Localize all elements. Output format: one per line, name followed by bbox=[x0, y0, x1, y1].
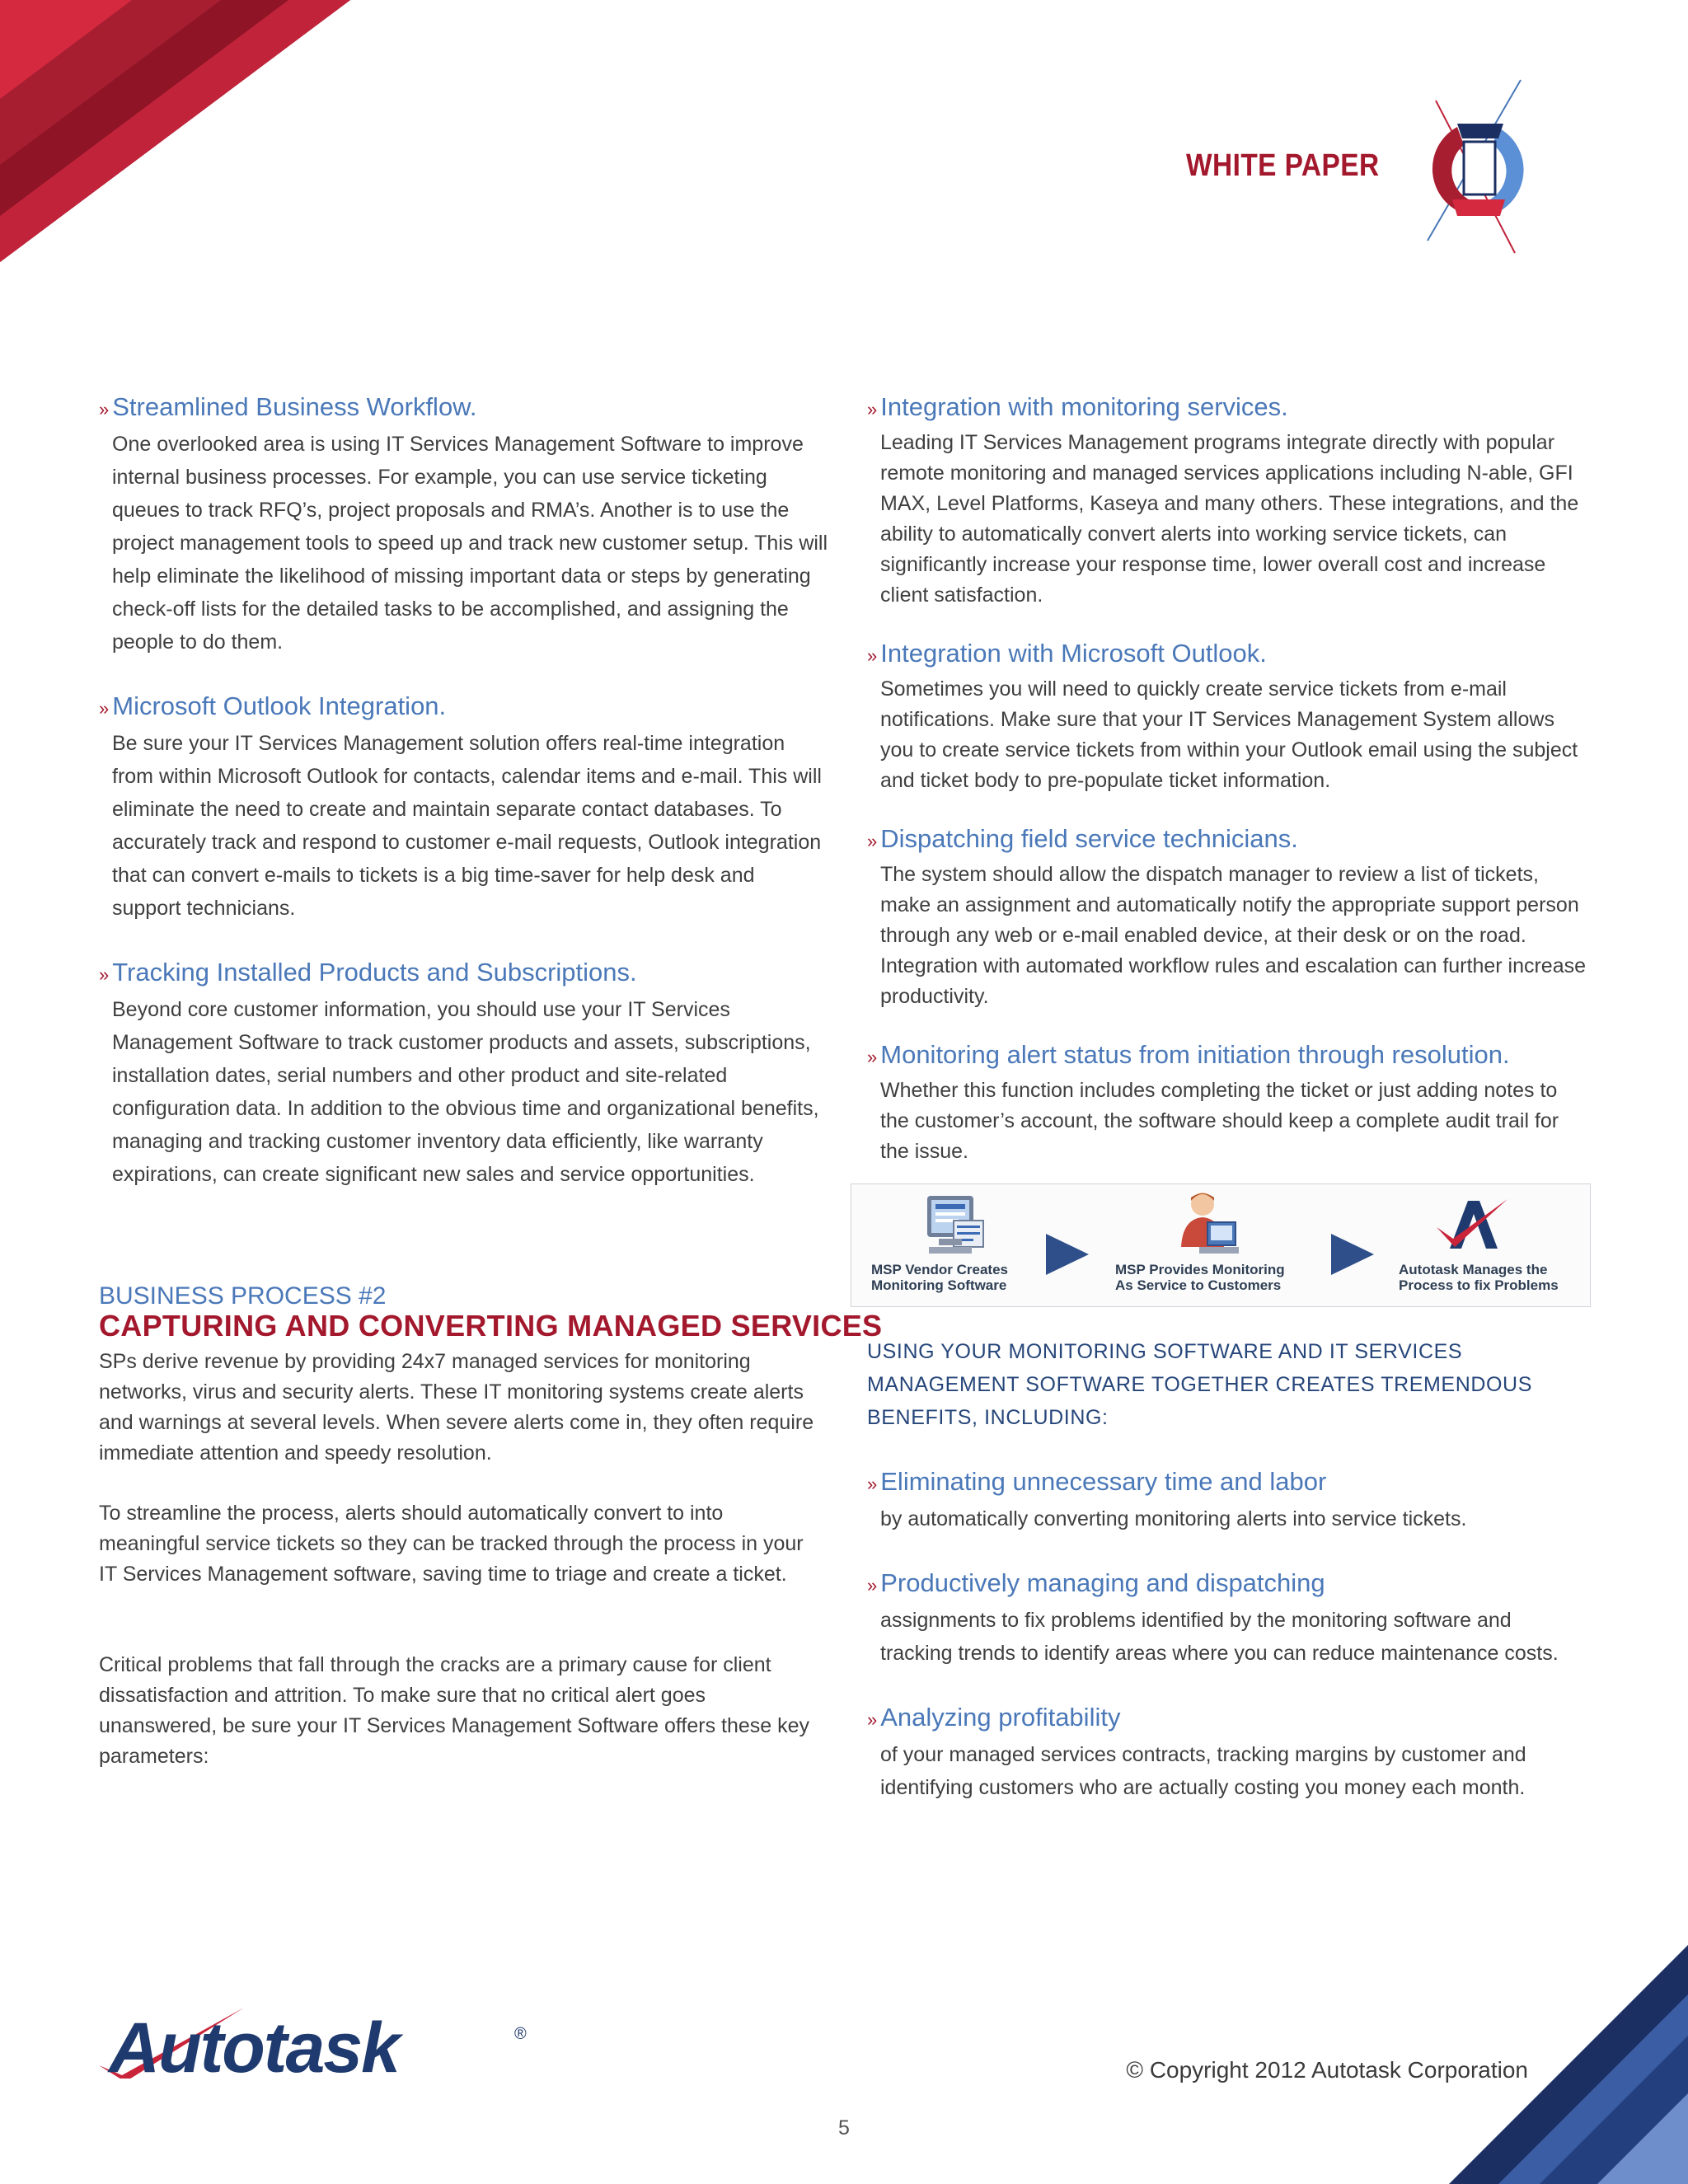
bullet-chevron-icon: » bbox=[867, 399, 878, 419]
right-item bbox=[867, 1037, 1589, 1167]
flow-arrow-icon bbox=[1043, 1232, 1092, 1277]
left-item bbox=[99, 389, 828, 658]
item-heading bbox=[99, 688, 828, 727]
bullet-chevron-icon: » bbox=[867, 831, 878, 851]
svg-text:®: ® bbox=[514, 2025, 527, 2043]
flow-step-label: Autotask Manages the Process to fix Problems bbox=[1399, 1262, 1559, 1293]
process-flow-diagram bbox=[851, 1183, 1591, 1307]
flow-arrow-icon bbox=[1328, 1232, 1377, 1277]
bullet-chevron-icon: » bbox=[99, 964, 110, 985]
item-heading bbox=[867, 1699, 1589, 1738]
item-body: One overlooked area is using IT Services Management Software to improve internal business processes. For example, you can use service ticketing queues to track RFQ’s, project proposals and RMA’s. Another is to use the project management tools to speed up and track new customer setup. This will help eliminate the likelihood of missing important data or steps by generating check-off lists for the detailed tasks to be accomplished, and assigning the people to do them. bbox=[112, 433, 828, 654]
item-body: assignments to fix problems identified by the monitoring software and tracking trends to identify areas where you can reduce maintenance costs. bbox=[880, 1609, 1559, 1665]
item-body: Sometimes you will need to quickly create service tickets from e-mail notifications. Make sure that your IT Services Management System allows you to create service tickets from within your Outlook email using the subject and ticket body to pre-populate ticket information. bbox=[880, 677, 1578, 792]
section-title: CAPTURING AND CONVERTING MANAGED SERVICES bbox=[99, 1309, 883, 1343]
item-heading bbox=[99, 954, 828, 993]
item-heading-text: Dispatching field service technicians. bbox=[880, 824, 1298, 853]
top-left-corner-stripes bbox=[0, 0, 363, 272]
item-body: Whether this function includes completing the ticket or just adding notes to the customer’s account, the software should keep a complete audit trail for the issue. bbox=[880, 1079, 1559, 1163]
right-column bbox=[867, 389, 1589, 1197]
item-body: Leading IT Services Management programs integrate directly with popular remote monitoring and managed services applications including N-able, GFI MAX, Level Platforms, Kaseya and many others. These integrations, and the ability to automatically convert alerts into working service tickets, can significantly increase your response time, lower overall cost and increase client satisfaction. bbox=[880, 431, 1579, 607]
bullet-chevron-icon: » bbox=[867, 1575, 878, 1596]
benefit-item bbox=[867, 1565, 1589, 1670]
bullet-chevron-icon: » bbox=[867, 1709, 878, 1730]
item-heading bbox=[867, 1037, 1589, 1076]
computer-monitor-icon bbox=[921, 1193, 990, 1258]
bullet-chevron-icon: » bbox=[99, 399, 110, 419]
item-heading bbox=[867, 389, 1589, 428]
right-item bbox=[867, 389, 1589, 611]
section-eyebrow: BUSINESS PROCESS #2 bbox=[99, 1282, 387, 1310]
flow-step bbox=[1115, 1184, 1313, 1306]
autotask-checkmark-icon bbox=[1432, 1194, 1514, 1252]
item-heading bbox=[867, 1464, 1589, 1502]
item-heading-text: Streamlined Business Workflow. bbox=[112, 392, 477, 421]
flow-step-label: MSP Provides Monitoring As Service to Customers bbox=[1115, 1262, 1285, 1293]
section-paragraph: SPs derive revenue by providing 24x7 managed services for monitoring networks, virus and security alerts. These IT monitoring systems create alerts and warnings at several levels. When severe alerts come in, they often require immediate attention and speedy resolution. bbox=[99, 1350, 814, 1465]
item-heading bbox=[867, 1565, 1589, 1604]
item-body: of your managed services contracts, tracking margins by customer and identifying customers who are actually costing you money each month. bbox=[880, 1743, 1526, 1799]
item-body: by automatically converting monitoring alerts into service tickets. bbox=[880, 1507, 1467, 1530]
benefits-heading: USING YOUR MONITORING SOFTWARE AND IT SERVICES MANAGEMENT SOFTWARE TOGETHER CREATES TREMENDOUS BENEFITS, INCLUDING: bbox=[867, 1340, 1532, 1429]
item-heading-text: Integration with monitoring services. bbox=[880, 392, 1288, 421]
bullet-chevron-icon: » bbox=[867, 1047, 878, 1067]
section-paragraph: Critical problems that fall through the cracks are a primary cause for client dissatisfaction and attrition. To make sure that no critical alert goes unanswered, be sure your IT Services Management Software offers these key parameters: bbox=[99, 1653, 810, 1768]
page-number: 5 bbox=[838, 2116, 850, 2139]
left-column bbox=[99, 389, 828, 1221]
item-heading-text: Microsoft Outlook Integration. bbox=[112, 691, 447, 720]
autotask-logo bbox=[97, 2004, 534, 2079]
document-emblem-icon bbox=[1418, 76, 1531, 257]
bullet-chevron-icon: » bbox=[99, 698, 110, 719]
svg-text:Autotask: Autotask bbox=[109, 2008, 399, 2079]
right-item bbox=[867, 635, 1589, 796]
technician-at-computer-icon bbox=[1175, 1189, 1240, 1258]
white-paper-label: WHITE PAPER bbox=[1186, 148, 1380, 183]
item-heading-text: Eliminating unnecessary time and labor bbox=[880, 1467, 1327, 1496]
item-heading-text: Monitoring alert status from initiation through resolution. bbox=[880, 1040, 1510, 1069]
bullet-chevron-icon: » bbox=[867, 1474, 878, 1494]
section-paragraph: To streamline the process, alerts should automatically convert to into meaningful service tickets so they can be tracked through the process in your IT Services Management software, saving time to triage and create a ticket. bbox=[99, 1502, 804, 1586]
flow-step bbox=[871, 1184, 1069, 1306]
left-item bbox=[99, 688, 828, 925]
item-heading bbox=[867, 821, 1589, 860]
item-body: Be sure your IT Services Management solution offers real-time integration from within Microsoft Outlook for contacts, calendar items and e-mail. This will eliminate the need to create and maintain separate contact databases. To accurately track and respond to customer e-mail requests, Outlook integration that can convert e-mails to tickets is a big time-saver for help desk and support technicians. bbox=[112, 732, 822, 920]
bullet-chevron-icon: » bbox=[867, 645, 878, 666]
benefits-list bbox=[867, 1464, 1589, 1834]
item-heading-text: Analyzing profitability bbox=[880, 1703, 1121, 1732]
item-heading-text: Tracking Installed Products and Subscriptions. bbox=[112, 958, 637, 987]
copyright-text: © Copyright 2012 Autotask Corporation bbox=[1126, 2057, 1528, 2083]
flow-step bbox=[1399, 1184, 1597, 1306]
item-heading-text: Productively managing and dispatching bbox=[880, 1568, 1325, 1597]
flow-step-label: MSP Vendor Creates Monitoring Software bbox=[871, 1262, 1008, 1293]
item-heading bbox=[99, 389, 828, 428]
right-item bbox=[867, 821, 1589, 1012]
item-body: The system should allow the dispatch manager to review a list of tickets, make an assignment and automatically notify the appropriate support person through any web or e-mail enabled device, at their desk or on the road. Integration with automated workflow rules and escalation can further increase productivity. bbox=[880, 863, 1587, 1008]
left-item bbox=[99, 954, 828, 1191]
benefit-item bbox=[867, 1464, 1589, 1535]
item-body: Beyond core customer information, you should use your IT Services Management Software to track customer products and assets, subscriptions, installation dates, serial numbers and other product and site-related configuration data. In addition to the obvious time and organizational benefits, managing and tracking customer inventory data efficiently, like warranty expirations, can create significant new sales and service opportunities. bbox=[112, 998, 819, 1186]
item-heading bbox=[867, 635, 1589, 674]
benefit-item bbox=[867, 1699, 1589, 1804]
item-heading-text: Integration with Microsoft Outlook. bbox=[880, 639, 1267, 668]
